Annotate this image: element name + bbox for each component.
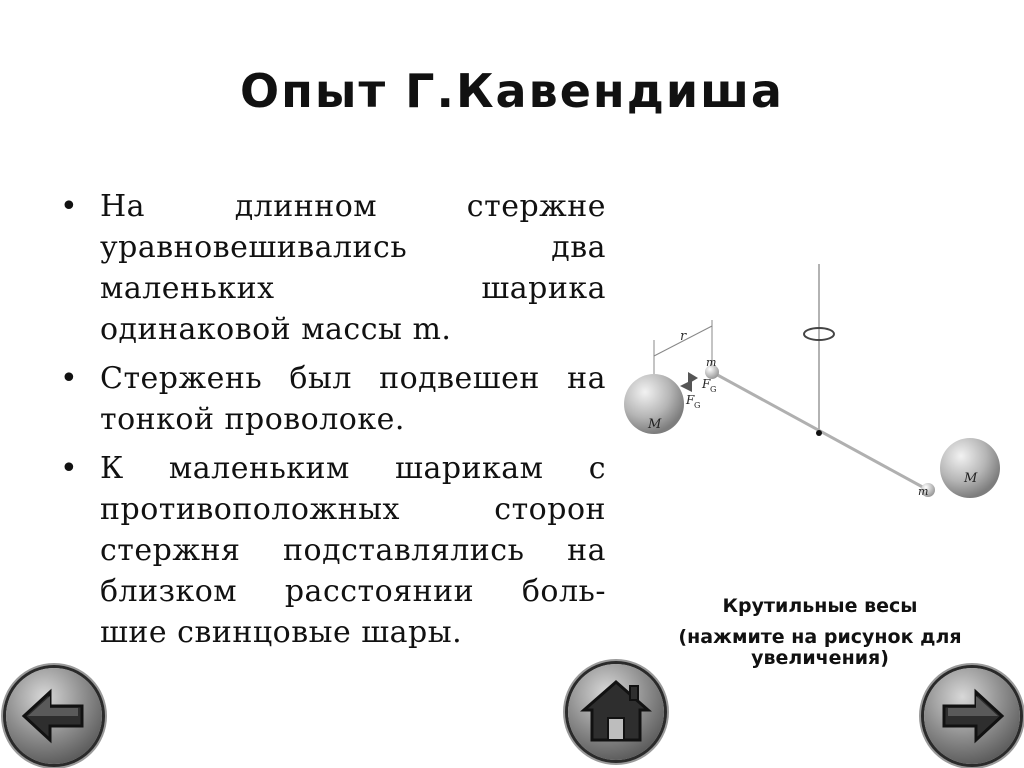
torsion-balance-diagram [618, 258, 1008, 508]
bullet-line: • На длинном стержне [100, 189, 606, 224]
label-r: r [680, 329, 687, 344]
bullet-line: тонкой проволоке. [100, 402, 405, 437]
label-F-bottom: F [686, 393, 695, 407]
next-button[interactable] [924, 668, 1020, 764]
home-icon [568, 664, 664, 760]
bullet-line: • Стержень был подвешен на [100, 361, 606, 396]
bullet-list [58, 186, 606, 661]
bullet-line: близком расстоянии боль- [100, 574, 606, 609]
bullet-line: маленьких шарика [100, 271, 606, 306]
home-button[interactable] [568, 664, 664, 760]
label-F-top-sub: G [710, 385, 717, 394]
label-M-left: M [648, 417, 662, 432]
caption-title: Крутильные весы [722, 595, 918, 617]
back-button[interactable] [6, 668, 102, 764]
label-F-bottom-sub: G [694, 401, 701, 410]
bullet-line: • К маленьким шарикам с [100, 451, 606, 486]
caption-hint: (нажмите на рисунок для увеличения) [678, 626, 962, 669]
label-m-right: m [918, 485, 929, 498]
bullet-line: стержня подставлялись на [100, 533, 606, 568]
label-M-right: M [964, 471, 978, 486]
label-F-top: F [702, 377, 711, 391]
bullet-line: противоположных сторон [100, 492, 606, 527]
force-arrow [688, 372, 698, 384]
arrow-right-icon [924, 668, 1020, 764]
rod-center [816, 430, 822, 436]
bullet-item [58, 358, 606, 440]
slide-title: Опыт Г.Кавендиша [240, 64, 784, 118]
label-m-left: m [706, 356, 717, 369]
bullet-item [58, 448, 606, 653]
bullet-line: одинаковой массы m. [100, 312, 452, 347]
figure-caption [640, 596, 1000, 669]
bullet-item [58, 186, 606, 350]
bullet-line: шие свинцовые шары. [100, 615, 463, 650]
arrow-left-icon [6, 668, 102, 764]
bullet-line: уравновешивались два [100, 230, 606, 265]
torsion-balance-figure[interactable] [618, 258, 1008, 508]
large-ball-right [940, 438, 1000, 498]
